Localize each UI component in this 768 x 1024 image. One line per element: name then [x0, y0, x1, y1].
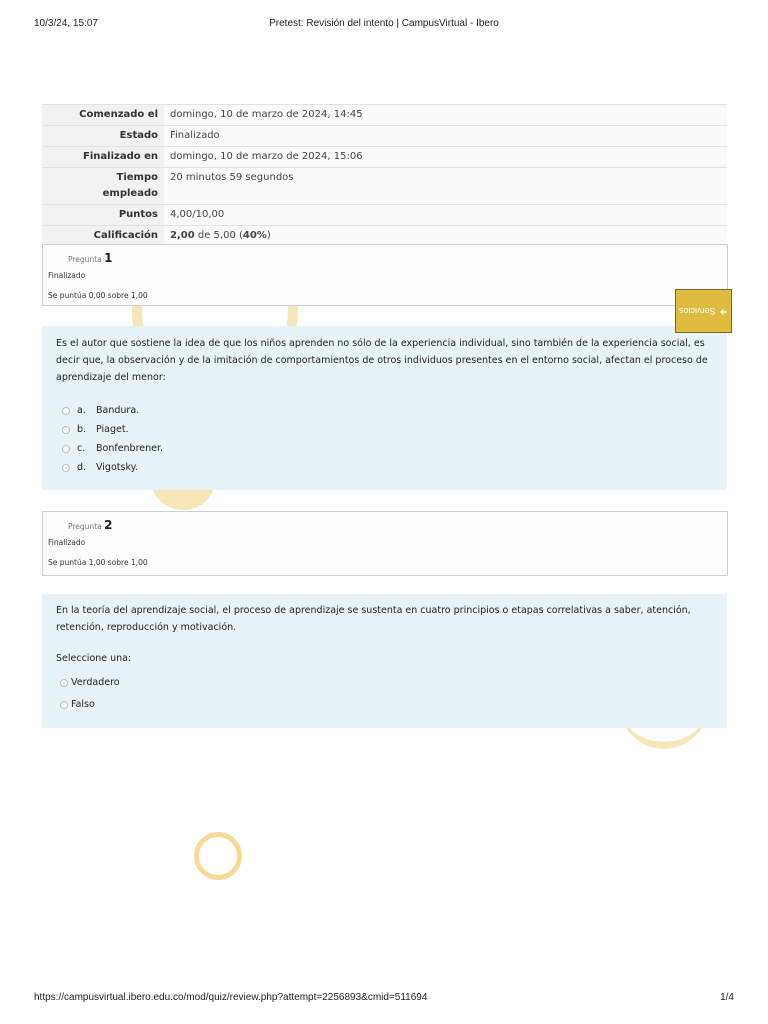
summary-value: domingo, 10 de marzo de 2024, 15:06	[164, 147, 727, 168]
grade-close: )	[266, 230, 271, 241]
answer-option-true[interactable]	[60, 674, 120, 691]
servicios-rotated	[679, 306, 728, 316]
answer-option-c[interactable]	[62, 440, 163, 457]
question-grade: Se puntúa 1,00 sobre 1,00	[48, 558, 148, 567]
question-number-value: 1	[104, 251, 113, 265]
grade-score: 2,00	[170, 230, 195, 241]
option-text: Verdadero	[71, 677, 120, 688]
question-grade: Se puntúa 0,00 sobre 1,00	[48, 291, 148, 300]
option-text: Vigotsky.	[96, 462, 138, 473]
question-text: Es el autor que sostiene la idea de que los niños aprenden no sólo de la experiencia individual, sino también de la experiencia social, es decir que, la observación y de la imitación de comportamientos de otros individuos presentes en el entorno social, afectan el proceso de aprendizaje del menor:	[56, 338, 708, 383]
option-letter: b.	[77, 424, 87, 435]
question-text: En la teoría del aprendizaje social, el proceso de aprendizaje se sustenta en cuatro principios o etapas correlativas a saber, atención, retención, reproducción y motivación.	[56, 605, 691, 633]
print-datetime: 10/3/24, 15:07	[34, 18, 98, 29]
question-state: Finalizado	[48, 538, 86, 547]
answer-option-b[interactable]	[62, 421, 129, 438]
radio-d-selected[interactable]	[62, 464, 70, 472]
question-state: Finalizado	[48, 271, 86, 280]
question-label: Pregunta	[68, 255, 102, 264]
question-label: Pregunta	[68, 522, 102, 531]
servicios-label: Servicios	[679, 306, 716, 316]
option-text: Falso	[71, 699, 95, 710]
question-1-content	[42, 326, 727, 490]
summary-value: domingo, 10 de marzo de 2024, 14:45	[164, 105, 727, 126]
summary-row	[42, 168, 727, 205]
summary-row	[42, 147, 727, 168]
option-letter: c.	[77, 443, 86, 454]
question-number-value: 2	[104, 518, 113, 532]
question-prompt: Seleccione una:	[56, 653, 132, 664]
option-text: Bandura.	[96, 405, 140, 416]
question-2-info	[42, 511, 728, 576]
option-text: Bonfenbrener.	[96, 443, 164, 454]
radio-a[interactable]	[62, 407, 70, 415]
print-url: https://campusvirtual.ibero.edu.co/mod/quiz/review.php?attempt=2256893&cmid=511694	[34, 992, 428, 1003]
summary-value: 4,00/10,00	[164, 205, 727, 226]
summary-row	[42, 126, 727, 147]
summary-label: Finalizado en	[42, 147, 164, 168]
print-title: Pretest: Revisión del intento | CampusVirtual - Ibero	[269, 18, 499, 29]
radio-b[interactable]	[62, 426, 70, 434]
radio-c[interactable]	[62, 445, 70, 453]
summary-label: Comenzado el	[42, 105, 164, 126]
radio-true-selected[interactable]	[60, 679, 68, 687]
answer-option-d[interactable]	[62, 459, 138, 476]
question-2-content	[42, 594, 727, 728]
decorative-small-ring	[194, 832, 242, 880]
option-letter: d.	[77, 462, 87, 473]
print-page-number: 1/4	[720, 992, 734, 1003]
arrow-right-icon	[720, 306, 728, 316]
question-number	[68, 251, 112, 265]
attempt-summary-table	[42, 104, 727, 247]
radio-false[interactable]	[60, 701, 68, 709]
answer-option-false[interactable]	[60, 696, 95, 713]
option-letter: a.	[77, 405, 86, 416]
summary-value: 20 minutos 59 segundos	[164, 168, 727, 205]
question-1-info	[42, 244, 728, 306]
grade-percent: 40%	[242, 230, 267, 241]
summary-label: Puntos	[42, 205, 164, 226]
summary-label: Tiempo empleado	[42, 168, 164, 205]
summary-value: Finalizado	[164, 126, 727, 147]
answer-option-a[interactable]	[62, 402, 139, 419]
summary-label: Estado	[42, 126, 164, 147]
summary-row	[42, 105, 727, 126]
grade-max: de 5,00 (	[194, 230, 243, 241]
servicios-button[interactable]	[675, 289, 732, 333]
summary-label: Calificación	[42, 226, 164, 247]
option-text: Piaget.	[96, 424, 129, 435]
question-number	[68, 518, 112, 532]
summary-row	[42, 205, 727, 226]
